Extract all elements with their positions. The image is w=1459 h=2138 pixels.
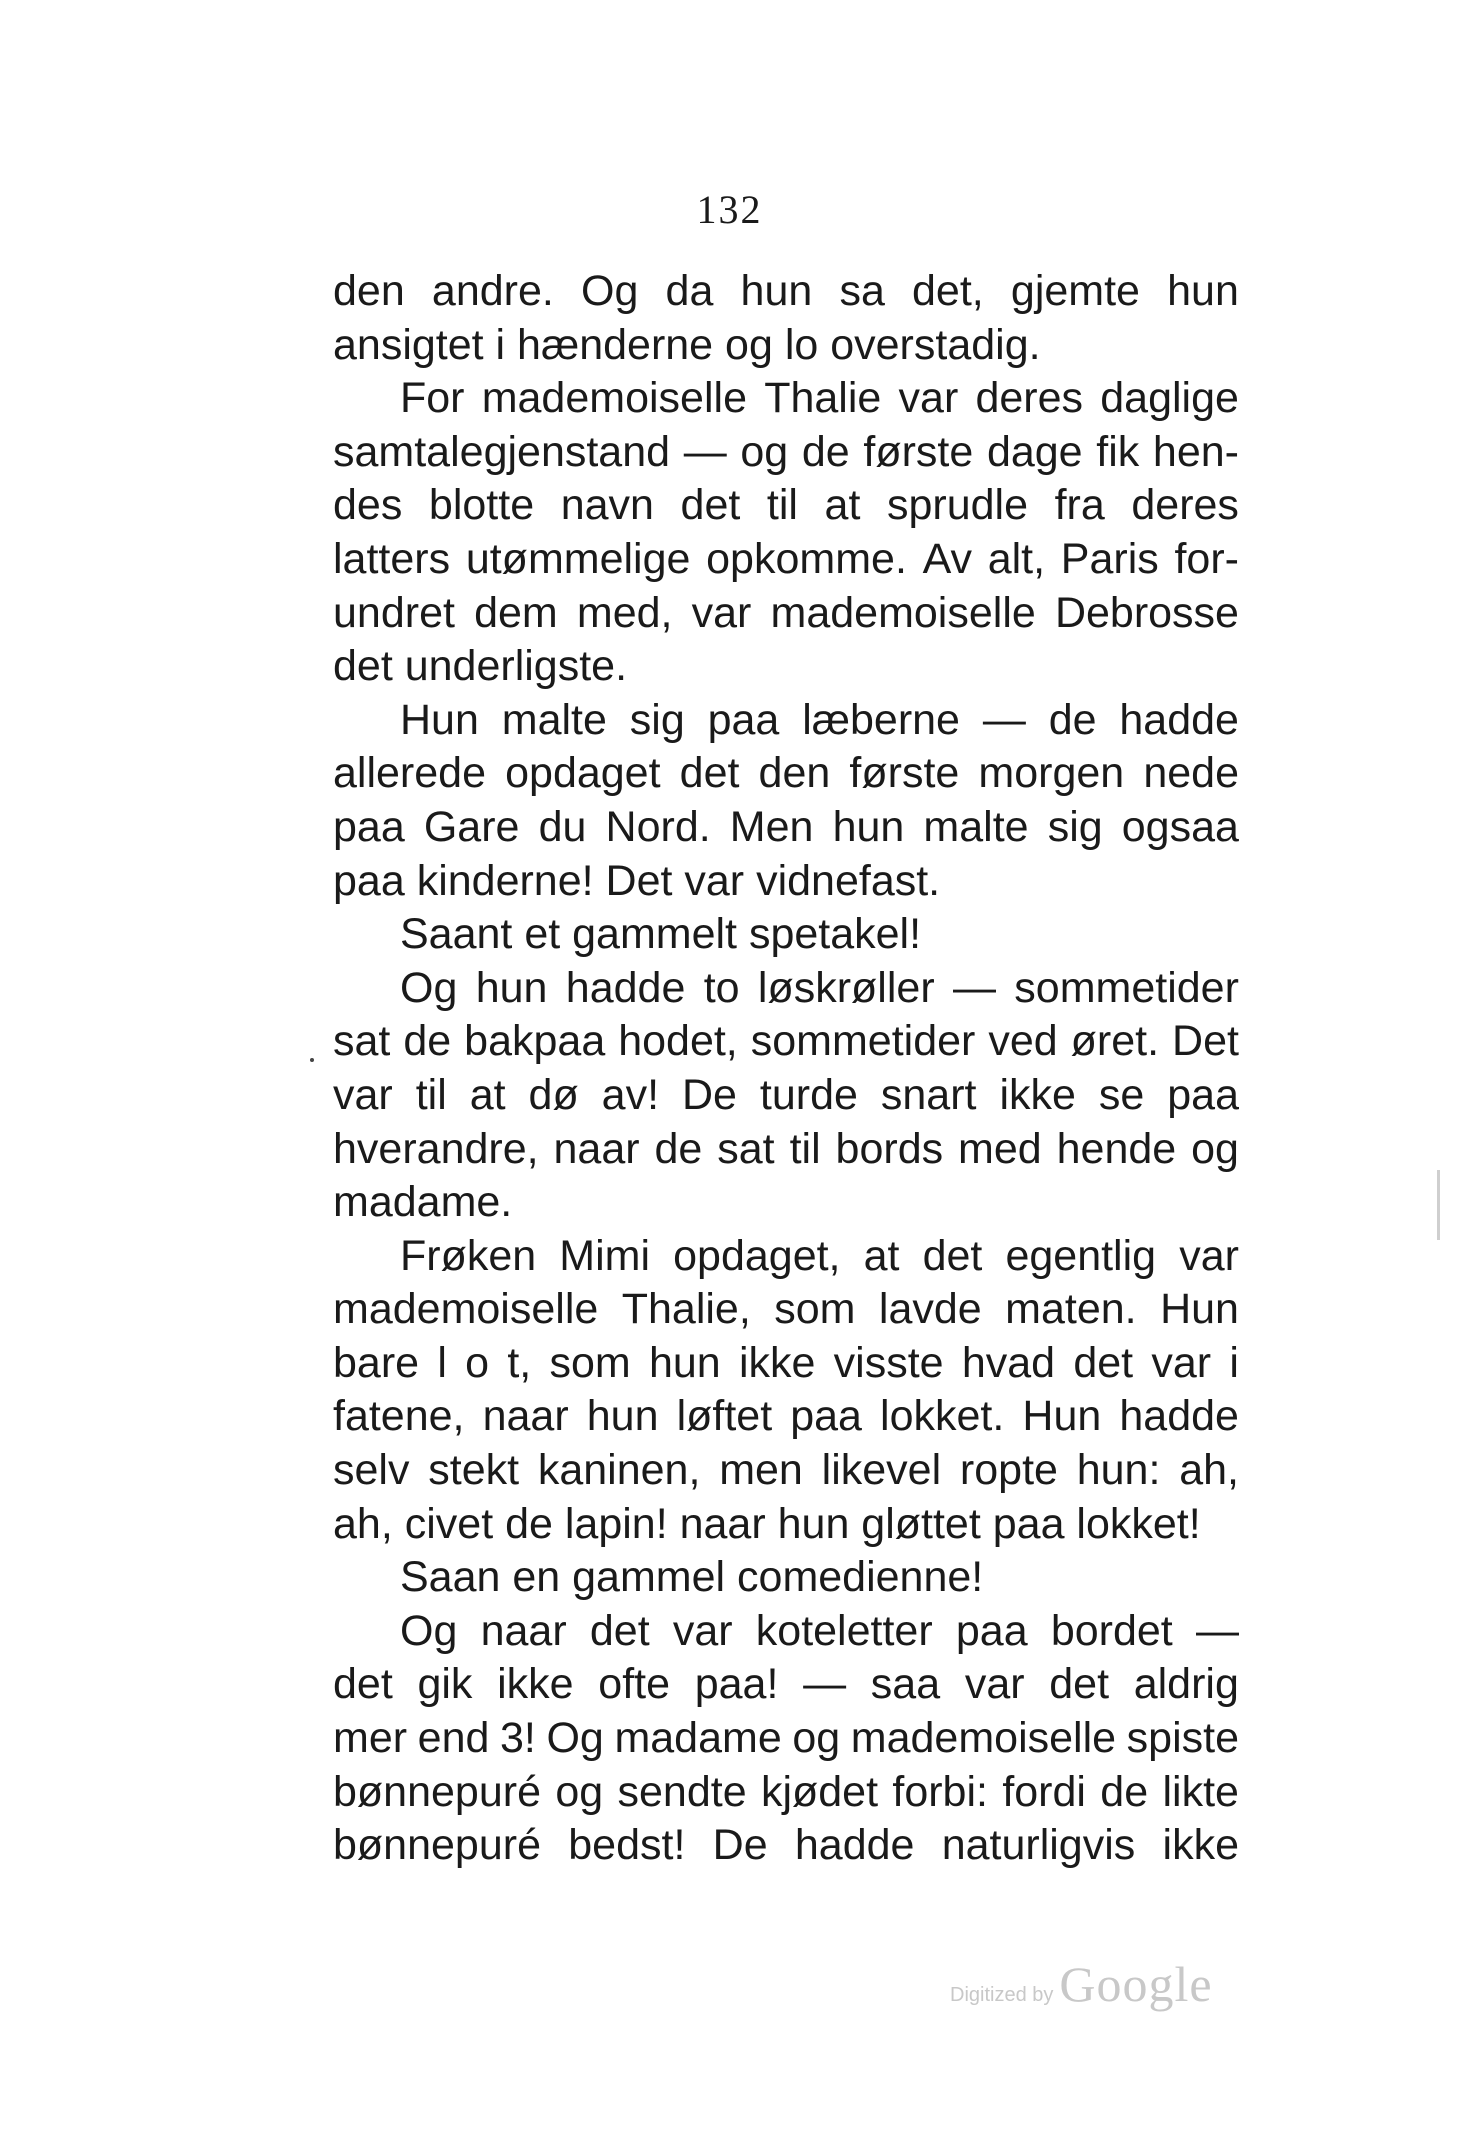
text-line <box>333 319 1239 373</box>
text-line <box>333 694 1239 748</box>
word: utømmelige <box>465 534 691 583</box>
word: — <box>683 427 727 476</box>
word: det <box>680 481 741 530</box>
text-line-content: ah, civet de lapin! naar hun gløttet paa lokket! <box>333 1499 1201 1548</box>
word: og <box>1191 1124 1239 1173</box>
word: sat <box>717 1124 775 1173</box>
word: Thalie, <box>621 1285 751 1334</box>
word: og <box>792 1714 841 1763</box>
word: koteletter <box>755 1606 933 1655</box>
watermark-prefix: Digitized by <box>950 1984 1054 2006</box>
word: Gare <box>423 802 520 851</box>
text-line <box>333 1712 1239 1766</box>
text-line <box>333 1766 1239 1820</box>
word: løskrøller <box>757 963 935 1012</box>
word: kjødet <box>760 1767 879 1816</box>
word: morgen <box>978 749 1125 798</box>
word: Debrosse <box>1054 588 1239 637</box>
word: med, <box>576 588 673 637</box>
word: at <box>469 1070 506 1119</box>
word: selv <box>333 1446 410 1495</box>
word: det <box>333 1660 393 1709</box>
word: de <box>1048 695 1097 744</box>
word: mademoiselle <box>770 588 1036 637</box>
word: saa <box>870 1660 941 1709</box>
word: første <box>849 749 960 798</box>
text-line-content: det underligste. <box>333 642 628 691</box>
word: paa <box>790 1392 862 1441</box>
word: hadde <box>565 963 686 1012</box>
word: aldrig <box>1133 1660 1239 1709</box>
text-line <box>333 265 1239 319</box>
word: de <box>801 427 850 476</box>
page-number: 132 <box>696 187 763 232</box>
word: dage <box>986 427 1083 476</box>
word: av! <box>601 1070 660 1119</box>
word: Nord. <box>605 802 711 851</box>
word: t, <box>507 1338 532 1387</box>
word: fra <box>1054 481 1105 530</box>
word: mademoiselle <box>333 1285 599 1334</box>
word: øret. <box>1070 1017 1160 1066</box>
body-text <box>333 265 1239 1873</box>
text-line <box>333 426 1239 480</box>
word: Av <box>922 534 972 583</box>
text-line-content: ansigtet i hænderne og lo overstadig. <box>333 320 1041 369</box>
text-line <box>333 1658 1239 1712</box>
word: og <box>740 427 789 476</box>
text-line <box>333 587 1239 641</box>
text-line <box>333 640 1239 694</box>
text-line <box>333 533 1239 587</box>
text-line <box>333 372 1239 426</box>
watermark-logo: Google <box>1059 1956 1213 2012</box>
word: til <box>789 1124 821 1173</box>
word: ogsaa <box>1121 802 1239 851</box>
word: hende <box>1056 1124 1177 1173</box>
word: ikke <box>999 1070 1076 1119</box>
word: lokket. <box>880 1392 1005 1441</box>
word: l <box>437 1338 447 1387</box>
word: mademoiselle <box>850 1714 1117 1763</box>
text-line <box>333 1123 1239 1177</box>
word: bønnepuré <box>333 1767 541 1816</box>
word: sig <box>1047 802 1103 851</box>
word: Og <box>581 267 639 315</box>
word: ikke <box>1162 1821 1239 1870</box>
word: men <box>719 1446 803 1495</box>
word: det <box>589 1606 650 1655</box>
word: end <box>417 1714 490 1763</box>
text-line <box>333 1390 1239 1444</box>
word: andre. <box>431 267 554 315</box>
word: at <box>863 1231 900 1280</box>
word: alt, <box>987 534 1046 583</box>
word: det <box>679 749 740 798</box>
word: hadde <box>1119 1392 1239 1441</box>
word: Og <box>400 1606 458 1655</box>
word: fik <box>1096 427 1140 476</box>
word: undret <box>333 588 455 637</box>
text-line <box>333 1230 1239 1284</box>
word: Paris <box>1060 534 1159 583</box>
word: samtalegjenstand <box>333 427 671 476</box>
word: sommetider <box>1014 963 1239 1012</box>
word: snart <box>880 1070 977 1119</box>
word: blotte <box>428 481 535 530</box>
word: De <box>712 1821 768 1870</box>
word: o <box>465 1338 490 1387</box>
word: naturligvis <box>941 1821 1136 1870</box>
word: bedst! <box>568 1821 686 1870</box>
text-line-content: Saant et gammelt spetakel! <box>400 910 922 959</box>
word: var <box>1151 1338 1212 1387</box>
word: — <box>982 695 1026 744</box>
word: opdaget, <box>673 1231 841 1280</box>
word: spiste <box>1126 1714 1239 1763</box>
word: madame <box>614 1714 782 1763</box>
word: des <box>333 481 403 530</box>
word: bakpaa <box>464 1017 606 1066</box>
word: ofte <box>598 1660 671 1709</box>
word: Det <box>1172 1017 1239 1066</box>
word: var <box>672 1606 733 1655</box>
word: kaninen, <box>537 1446 701 1495</box>
word: maten. <box>1005 1285 1137 1334</box>
text-line-content: paa kinderne! Det var vidnefast. <box>333 856 941 905</box>
word: sa <box>839 267 885 315</box>
word: naar <box>480 1606 567 1655</box>
word: de <box>403 1017 452 1066</box>
word: mademoiselle <box>481 374 747 423</box>
text-line <box>333 1819 1239 1873</box>
word: De <box>682 1070 737 1119</box>
word: var <box>964 1660 1025 1709</box>
word: hverandre, <box>333 1124 539 1173</box>
text-line <box>333 1551 1239 1605</box>
word: For <box>400 374 465 423</box>
word: og <box>555 1767 604 1816</box>
word: Frøken <box>400 1231 537 1280</box>
word: at <box>824 481 861 530</box>
text-line <box>333 1069 1239 1123</box>
text-line <box>333 801 1239 855</box>
word: gik <box>417 1660 473 1709</box>
word: det <box>1049 1660 1110 1709</box>
word: Og <box>546 1714 604 1763</box>
text-line-content: madame. <box>333 1178 513 1227</box>
word: ropte <box>959 1446 1058 1495</box>
word: dem <box>474 588 558 637</box>
word: Og <box>400 963 458 1012</box>
word: paa <box>707 695 780 744</box>
scan-margin-mark <box>1437 1170 1440 1240</box>
word: egentlig <box>1005 1231 1157 1280</box>
word: latters <box>333 534 451 583</box>
text-line <box>333 855 1239 909</box>
word: hun: <box>1076 1446 1161 1495</box>
word: opkomme. <box>706 534 907 583</box>
text-line <box>333 1337 1239 1391</box>
word: bords <box>835 1124 944 1173</box>
word: nede <box>1143 749 1239 798</box>
word: de <box>654 1124 703 1173</box>
word: da <box>665 267 714 315</box>
word: hvad <box>961 1338 1056 1387</box>
word: Thalie <box>764 374 882 423</box>
word: hun <box>648 1338 721 1387</box>
word: naar <box>553 1124 640 1173</box>
word: ikke <box>497 1660 574 1709</box>
word: malte <box>501 695 607 744</box>
word: gjemte <box>1010 267 1140 315</box>
word: ah, <box>1179 1446 1239 1495</box>
word: som <box>774 1285 856 1334</box>
word: med <box>958 1124 1042 1173</box>
word: visste <box>833 1338 944 1387</box>
word: det <box>1073 1338 1134 1387</box>
word: for- <box>1174 534 1239 583</box>
text-line <box>333 1444 1239 1498</box>
word: den <box>333 267 405 315</box>
word: hun <box>1167 267 1239 315</box>
word: var <box>333 1070 393 1119</box>
word: var <box>1179 1231 1239 1280</box>
word: bordet <box>1050 1606 1173 1655</box>
word: til <box>415 1070 447 1119</box>
word: Hun <box>400 695 479 744</box>
word: sig <box>629 695 685 744</box>
word: hadde <box>1119 695 1239 744</box>
word: bare <box>333 1338 420 1387</box>
word: løftet <box>676 1392 773 1441</box>
word: paa <box>333 802 405 851</box>
word: fatene, <box>333 1392 465 1441</box>
text-line <box>333 479 1239 533</box>
word: var <box>691 588 752 637</box>
word: Mimi <box>559 1231 651 1280</box>
text-line <box>333 747 1239 801</box>
word: — <box>1195 1606 1239 1655</box>
scan-speck <box>310 1058 314 1062</box>
word: deres <box>975 374 1084 423</box>
word: 3! <box>500 1714 536 1763</box>
word: deres <box>1131 481 1239 530</box>
word: navn <box>560 481 654 530</box>
text-line <box>333 1498 1239 1552</box>
text-line <box>333 1015 1239 1069</box>
word: første <box>863 427 974 476</box>
word: dø <box>528 1070 579 1119</box>
word: stekt <box>428 1446 520 1495</box>
text-line <box>333 1283 1239 1337</box>
word: hadde <box>794 1821 915 1870</box>
text-line <box>333 962 1239 1016</box>
word: hun <box>475 963 548 1012</box>
word: likevel <box>821 1446 942 1495</box>
word: paa <box>1167 1070 1239 1119</box>
word: Hun <box>1022 1392 1102 1441</box>
word: forbi: <box>892 1767 988 1816</box>
digitized-watermark <box>950 1955 1213 2013</box>
word: hun <box>832 802 905 851</box>
word: paa <box>955 1606 1028 1655</box>
word: mer <box>333 1714 408 1763</box>
word: — <box>952 963 996 1012</box>
word: var <box>898 374 959 423</box>
word: ikke <box>738 1338 816 1387</box>
word: naar <box>482 1392 569 1441</box>
word: du <box>538 802 587 851</box>
word: opdaget <box>505 749 661 798</box>
word: hun <box>586 1392 659 1441</box>
word: fordi <box>1002 1767 1086 1816</box>
word: den <box>758 749 831 798</box>
word: sendte <box>617 1767 747 1816</box>
word: paa! <box>694 1660 779 1709</box>
word: Men <box>729 802 814 851</box>
word: som <box>549 1338 631 1387</box>
word: daglige <box>1100 374 1239 423</box>
word: malte <box>923 802 1029 851</box>
text-line <box>333 1176 1239 1230</box>
word: hodet, <box>618 1017 738 1066</box>
word: — <box>803 1660 847 1709</box>
word: til <box>766 481 798 530</box>
word: Hun <box>1160 1285 1239 1334</box>
text-line <box>333 1605 1239 1659</box>
word: sprudle <box>886 481 1029 530</box>
word: sat <box>333 1017 391 1066</box>
word: to <box>703 963 740 1012</box>
word: ved <box>988 1017 1058 1066</box>
text-line-content: Saan en gammel comedienne! <box>400 1553 984 1602</box>
word: turde <box>759 1070 858 1119</box>
word: det <box>922 1231 983 1280</box>
word: læberne <box>802 695 960 744</box>
text-line <box>333 908 1239 962</box>
word: bønnepuré <box>333 1821 541 1870</box>
word: se <box>1098 1070 1145 1119</box>
word: allerede <box>333 749 486 798</box>
word: hun <box>740 267 813 315</box>
word: lavde <box>878 1285 982 1334</box>
word: i <box>1229 1338 1239 1387</box>
word: det, <box>912 267 984 315</box>
word: likte <box>1162 1767 1239 1816</box>
word: sommetider <box>750 1017 976 1066</box>
word: de <box>1100 1767 1149 1816</box>
word: hen- <box>1152 427 1239 476</box>
